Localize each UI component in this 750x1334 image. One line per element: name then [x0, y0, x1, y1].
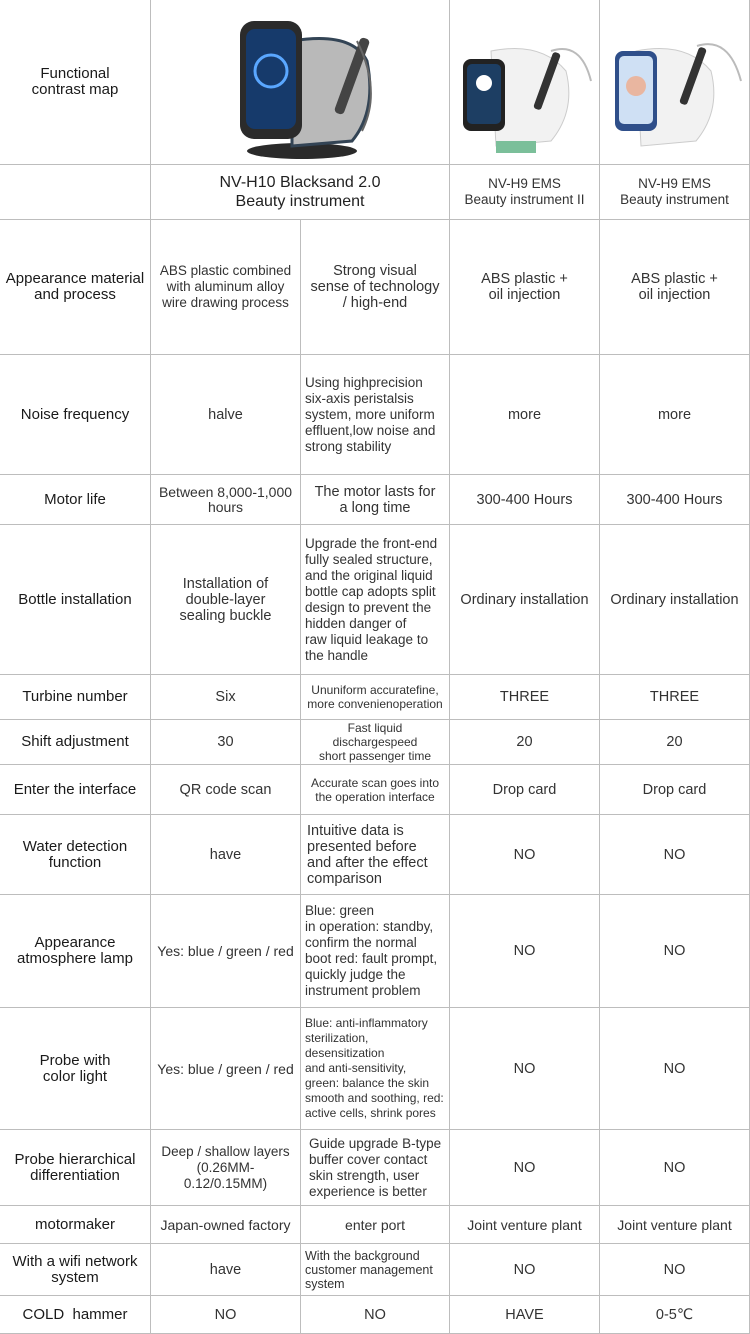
- h10-probe-light-detail: Blue: anti-inflammatory sterilization, desensitization and anti-sensitivity, green: balance the skin smooth and soothing, red: active cells, shrink pores: [301, 1008, 450, 1130]
- row-label-water: Water detection function: [0, 815, 151, 895]
- h9-2-wifi: NO: [450, 1244, 600, 1296]
- h9-2-probe-light: NO: [450, 1008, 600, 1130]
- h9-motormaker: Joint venture plant: [600, 1206, 750, 1244]
- h10-wifi: have: [151, 1244, 301, 1296]
- h9-probe-layer: NO: [600, 1130, 750, 1206]
- h10-wifi-detail: With the background customer management system: [301, 1244, 450, 1296]
- h10-probe-light: Yes: blue / green / red: [151, 1008, 301, 1130]
- h9-cold: 0-5℃: [600, 1296, 750, 1334]
- h10-interface-detail: Accurate scan goes into the operation interface: [301, 765, 450, 815]
- h10-water: have: [151, 815, 301, 895]
- h10-cold: NO: [151, 1296, 301, 1334]
- h9-2-appearance: ABS plastic + oil injection: [450, 220, 600, 355]
- h9-2-shift: 20: [450, 720, 600, 765]
- h9-appearance: ABS plastic + oil injection: [600, 220, 750, 355]
- row-label-probe-layer: Probe hierarchical differentiation: [0, 1130, 151, 1206]
- h10-bottle-detail: Upgrade the front-end fully sealed structure, and the original liquid bottle cap adopts split design to prevent the hidden danger of raw liquid leakage to the handle: [301, 525, 450, 675]
- h10-interface: QR code scan: [151, 765, 301, 815]
- h10-lamp-detail: Blue: green in operation: standby, confirm the normal boot red: fault prompt, quickly judge the instrument problem: [301, 895, 450, 1008]
- h10-motor-life: Between 8,000-1,000 hours: [151, 475, 301, 525]
- row-label-bottle: Bottle installation: [0, 525, 151, 675]
- row-label-noise: Noise frequency: [0, 355, 151, 475]
- h9-2-interface: Drop card: [450, 765, 600, 815]
- row-label-motormaker: motormaker: [0, 1206, 151, 1244]
- h9-wifi: NO: [600, 1244, 750, 1296]
- h9-bottle: Ordinary installation: [600, 525, 750, 675]
- h10-noise-detail: Using highprecision six-axis peristalsis system, more uniform effluent,low noise and strong stability: [301, 355, 450, 475]
- h9-2-lamp: NO: [450, 895, 600, 1008]
- row-label-interface: Enter the interface: [0, 765, 151, 815]
- row-label-lamp: Appearance atmosphere lamp: [0, 895, 151, 1008]
- h9-2-product-image: [450, 0, 600, 165]
- h9-turbine: THREE: [600, 675, 750, 720]
- row-label-wifi: With a wifi network system: [0, 1244, 151, 1296]
- h10-turbine-detail: Ununiform accuratefine, more convenienoperation: [301, 675, 450, 720]
- h10-motormaker: Japan-owned factory: [151, 1206, 301, 1244]
- h10-probe-layer: Deep / shallow layers (0.26MM-0.12/0.15MM): [151, 1130, 301, 1206]
- h9-2-motormaker: Joint venture plant: [450, 1206, 600, 1244]
- h10-shift-detail: Fast liquid dischargespeed short passenger time: [301, 720, 450, 765]
- h10-motor-life-detail: The motor lasts for a long time: [301, 475, 450, 525]
- h9-2-motor-life: 300-400 Hours: [450, 475, 600, 525]
- h9-2-bottle: Ordinary installation: [450, 525, 600, 675]
- h10-bottle: Installation of double-layer sealing buckle: [151, 525, 301, 675]
- h9-motor-life: 300-400 Hours: [600, 475, 750, 525]
- row-label-cold: COLD hammer: [0, 1296, 151, 1334]
- h10-turbine: Six: [151, 675, 301, 720]
- corner-label: Functional contrast map: [0, 0, 151, 165]
- h9-2-turbine: THREE: [450, 675, 600, 720]
- row-label-motor-life: Motor life: [0, 475, 151, 525]
- row-label-shift: Shift adjustment: [0, 720, 151, 765]
- h9-interface: Drop card: [600, 765, 750, 815]
- h9-shift: 20: [600, 720, 750, 765]
- h9-2-cold: HAVE: [450, 1296, 600, 1334]
- h10-appearance-detail: Strong visual sense of technology / high-end: [301, 220, 450, 355]
- h9-noise: more: [600, 355, 750, 475]
- names-row-blank: [0, 165, 151, 220]
- h9-lamp: NO: [600, 895, 750, 1008]
- h10-cold-detail: NO: [301, 1296, 450, 1334]
- h10-lamp: Yes: blue / green / red: [151, 895, 301, 1008]
- h9-probe-light: NO: [600, 1008, 750, 1130]
- row-label-appearance: Appearance material and process: [0, 220, 151, 355]
- h9-product-name: NV-H9 EMS Beauty instrument: [600, 165, 750, 220]
- h10-motormaker-detail: enter port: [301, 1206, 450, 1244]
- h9-2-water: NO: [450, 815, 600, 895]
- h10-noise: halve: [151, 355, 301, 475]
- h10-water-detail: Intuitive data is presented before and after the effect comparison: [301, 815, 450, 895]
- h9-2-product-name: NV-H9 EMS Beauty instrument II: [450, 165, 600, 220]
- h10-probe-layer-detail: Guide upgrade B-type buffer cover contact skin strength, user experience is better: [301, 1130, 450, 1206]
- h9-2-probe-layer: NO: [450, 1130, 600, 1206]
- row-label-probe-light: Probe with color light: [0, 1008, 151, 1130]
- h9-2-noise: more: [450, 355, 600, 475]
- h9-product-image: [600, 0, 750, 165]
- h10-appearance: ABS plastic combined with aluminum alloy wire drawing process: [151, 220, 301, 355]
- h10-product-image: [151, 0, 450, 165]
- h10-product-name: NV-H10 Blacksand 2.0 Beauty instrument: [151, 165, 450, 220]
- h9-water: NO: [600, 815, 750, 895]
- row-label-turbine: Turbine number: [0, 675, 151, 720]
- h10-shift: 30: [151, 720, 301, 765]
